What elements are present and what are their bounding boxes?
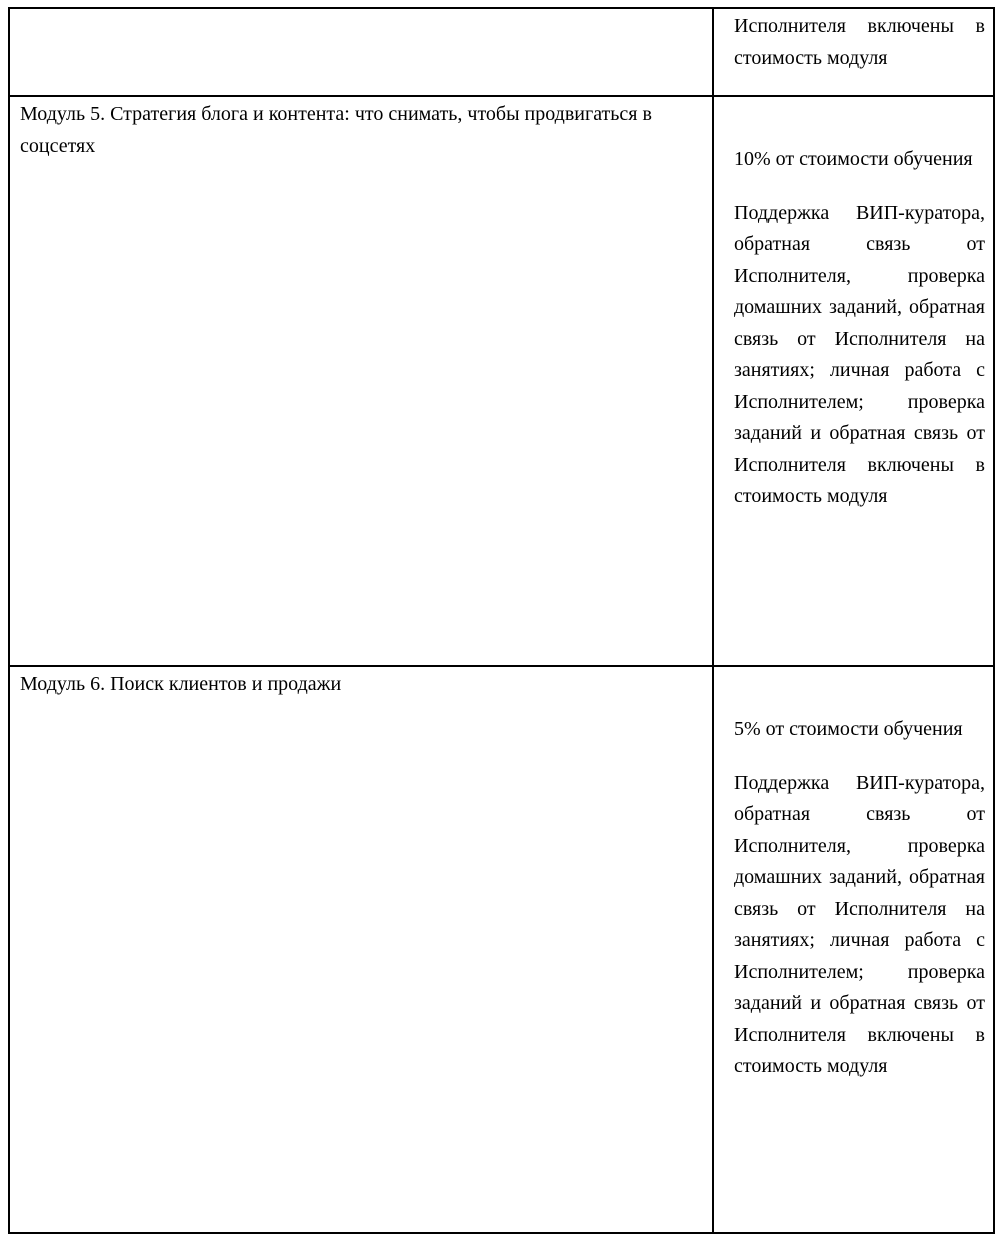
module-name: Модуль 6. Поиск клиентов и продажи bbox=[20, 673, 342, 695]
table-row bbox=[9, 666, 994, 1233]
module-name-cell bbox=[9, 666, 713, 1233]
module-name-cell bbox=[9, 8, 713, 96]
module-terms-cell bbox=[713, 8, 994, 96]
module-terms-text: Поддержка ВИП-куратора, обратная связь от Исполнителя, проверка домашних заданий, обратная связь от Исполнителя на занятиях; личная работа с Исполнителем; проверка заданий и обратная связь от Исполнителя включены в стоимость модуля bbox=[734, 201, 985, 507]
table-row bbox=[9, 8, 994, 96]
module-price-share: 5% от стоимости обучения bbox=[734, 718, 963, 740]
module-name: Модуль 5. Стратегия блога и контента: что снимать, чтобы продвигаться в соцсетях bbox=[20, 103, 652, 157]
module-price-share: 10% от стоимости обучения bbox=[734, 148, 973, 170]
module-terms-text: Исполнителя включены в стоимость модуля bbox=[734, 15, 985, 69]
table-row bbox=[9, 96, 994, 666]
module-terms-cell bbox=[713, 96, 994, 666]
module-terms-cell bbox=[713, 666, 994, 1233]
module-name bbox=[10, 9, 712, 10]
module-terms-text: Поддержка ВИП-куратора, обратная связь от Исполнителя, проверка домашних заданий, обратная связь от Исполнителя на занятиях; личная работа с Исполнителем; проверка заданий и обратная связь от Исполнителя включены в стоимость модуля bbox=[734, 771, 985, 1077]
module-name-cell bbox=[9, 96, 713, 666]
module-pricing-table bbox=[8, 7, 995, 1234]
